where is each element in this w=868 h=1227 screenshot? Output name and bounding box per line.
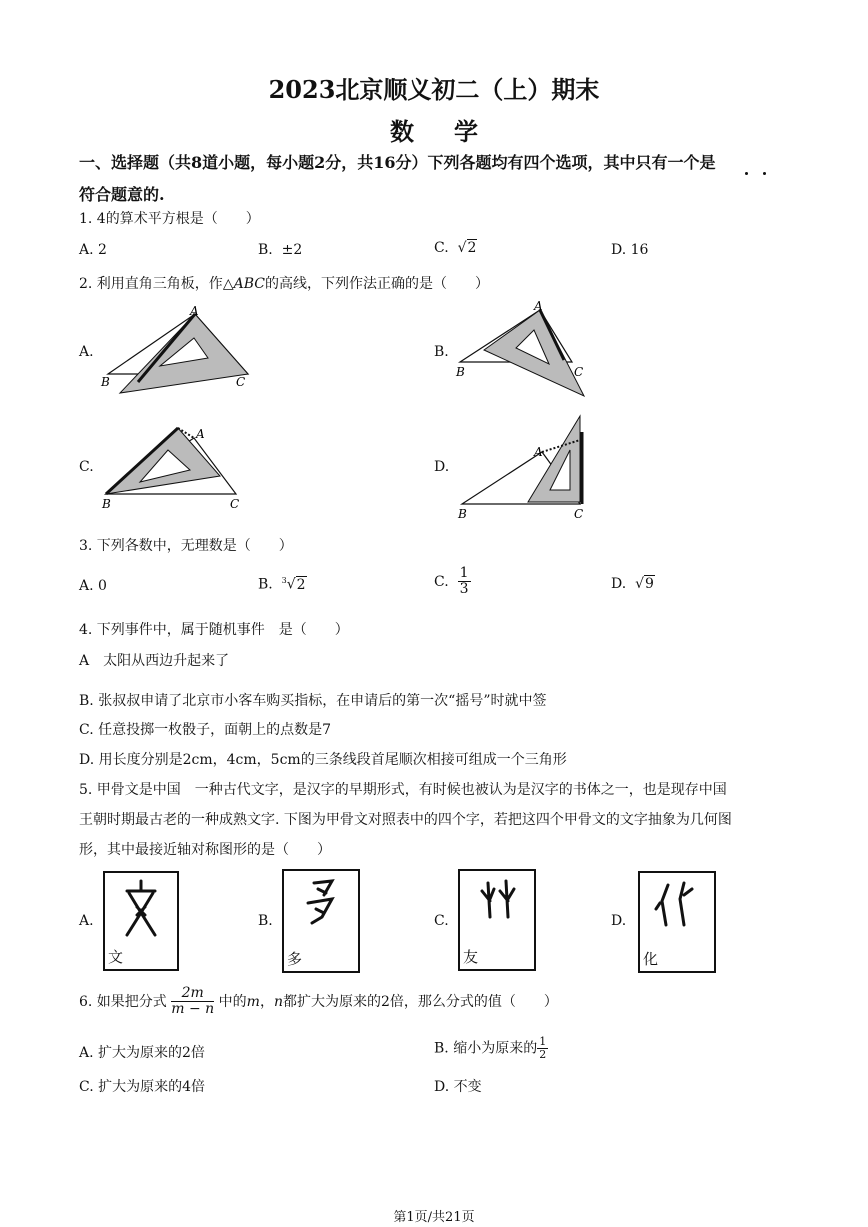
page-number: 第1页/共21页 <box>393 1210 475 1225</box>
emphasis-dot <box>763 172 766 175</box>
oracle-glyph-duo <box>282 869 360 973</box>
q3-option-b: B. $^3$√2 <box>258 576 306 593</box>
svg-text:C: C <box>230 497 240 511</box>
q4-option-d: D. 用长度分别是2cm，4cm，5cm的三条线段首尾顺次相接可组成一个三角形 <box>79 752 567 768</box>
q2-option-d-figure <box>456 412 596 522</box>
q5-option-a-label: A. <box>79 913 94 929</box>
oracle-glyph-you-label: 友 <box>463 948 479 966</box>
question-2-stem: 2. 利用直角三角板，作△ABC的高线，下列作法正确的是（ ） <box>79 276 489 292</box>
svg-text:C: C <box>574 507 584 521</box>
emphasis-dot <box>745 172 748 175</box>
q2-option-a-figure <box>98 300 268 400</box>
question-3-stem: 3. 下列各数中，无理数是（ ） <box>79 538 293 554</box>
q3-option-a: A. 0 <box>79 578 107 594</box>
question-1-stem: 1. 4的算术平方根是（ ） <box>79 211 260 227</box>
q6-option-c: C. 扩大为原来的4倍 <box>79 1079 206 1095</box>
q2-option-b-label: B. <box>434 344 449 360</box>
section-heading: 一、选择题（共8道小题，每小题2分，共16分）下列各题均有四个选项，其中只有一个是 <box>79 153 716 172</box>
svg-text:C: C <box>574 365 584 379</box>
oracle-glyph-duo-label: 多 <box>287 950 303 968</box>
svg-text:B: B <box>458 507 467 521</box>
oracle-glyph-you <box>458 869 536 971</box>
svg-text:A: A <box>190 304 199 318</box>
q4-option-c: C. 任意投掷一枚骰子，面朝上的点数是7 <box>79 722 332 738</box>
q2-option-c-figure <box>98 420 258 516</box>
subject-title: 数学 <box>390 117 518 146</box>
q2-option-b-figure <box>454 298 594 400</box>
q2-option-a-label: A. <box>79 344 94 360</box>
q6-option-d: D. 不变 <box>434 1079 482 1095</box>
q3-option-c: C. $\frac{1}{3}$ <box>434 565 469 598</box>
q4-option-a: A 太阳从西边升起来了 <box>79 653 230 669</box>
question-5-line-1: 5. 甲骨文是中国 一种古代文字，是汉字的早期形式，有时候也被认为是汉字的书体之一，也是现存中国 <box>79 782 727 798</box>
svg-text:A: A <box>196 427 205 441</box>
q5-option-c-label: C. <box>434 913 449 929</box>
question-4-stem: 4. 下列事件中，属于随机事件 是（ ） <box>79 622 349 638</box>
svg-text:B: B <box>102 497 111 511</box>
svg-text:B: B <box>101 375 110 389</box>
section-heading-cont: 符合题意的. <box>79 185 165 204</box>
q1-option-c: C. √2 <box>434 240 477 256</box>
page-title: 2023北京顺义初二（上）期末 <box>268 75 600 104</box>
q1-option-d: D. 16 <box>611 242 649 258</box>
oracle-glyph-hua <box>638 871 716 973</box>
question-5-line-2: 王朝时期最古老的一种成熟文字. 下图为甲骨文对照表中的四个字，若把这四个甲骨文的文字抽象为几何图 <box>79 812 732 828</box>
q4-option-b: B. 张叔叔申请了北京市小客车购买指标，在申请后的第一次“摇号”时就中签 <box>79 693 547 709</box>
question-5-line-3: 形，其中最接近轴对称图形的是（ ） <box>79 842 331 858</box>
svg-text:C: C <box>236 375 246 389</box>
q6-option-b: B. 缩小为原来的 $\frac{1}{2}$ <box>434 1035 547 1062</box>
q2-option-c-label: C. <box>79 459 94 475</box>
q5-option-b-label: B. <box>258 913 273 929</box>
q2-option-d-label: D. <box>434 459 450 475</box>
q5-option-d-label: D. <box>611 913 627 929</box>
oracle-glyph-hua-label: 化 <box>643 950 659 968</box>
oracle-glyph-wen <box>103 871 179 971</box>
svg-text:A: A <box>534 445 543 459</box>
oracle-glyph-wen-label: 文 <box>108 948 124 966</box>
q1-option-a: A. 2 <box>79 242 107 258</box>
q6-option-a: A. 扩大为原来的2倍 <box>79 1045 205 1061</box>
q3-option-d: D. √9 <box>611 576 654 592</box>
q1-option-b: B. ±2 <box>258 242 303 258</box>
question-6-stem: 6. 如果把分式 $\frac{2m}{m - n}$ 中的m，n都扩大为原来的2倍，那么分式的值（ ） <box>79 985 558 1018</box>
svg-text:A: A <box>534 299 543 313</box>
svg-text:B: B <box>456 365 465 379</box>
